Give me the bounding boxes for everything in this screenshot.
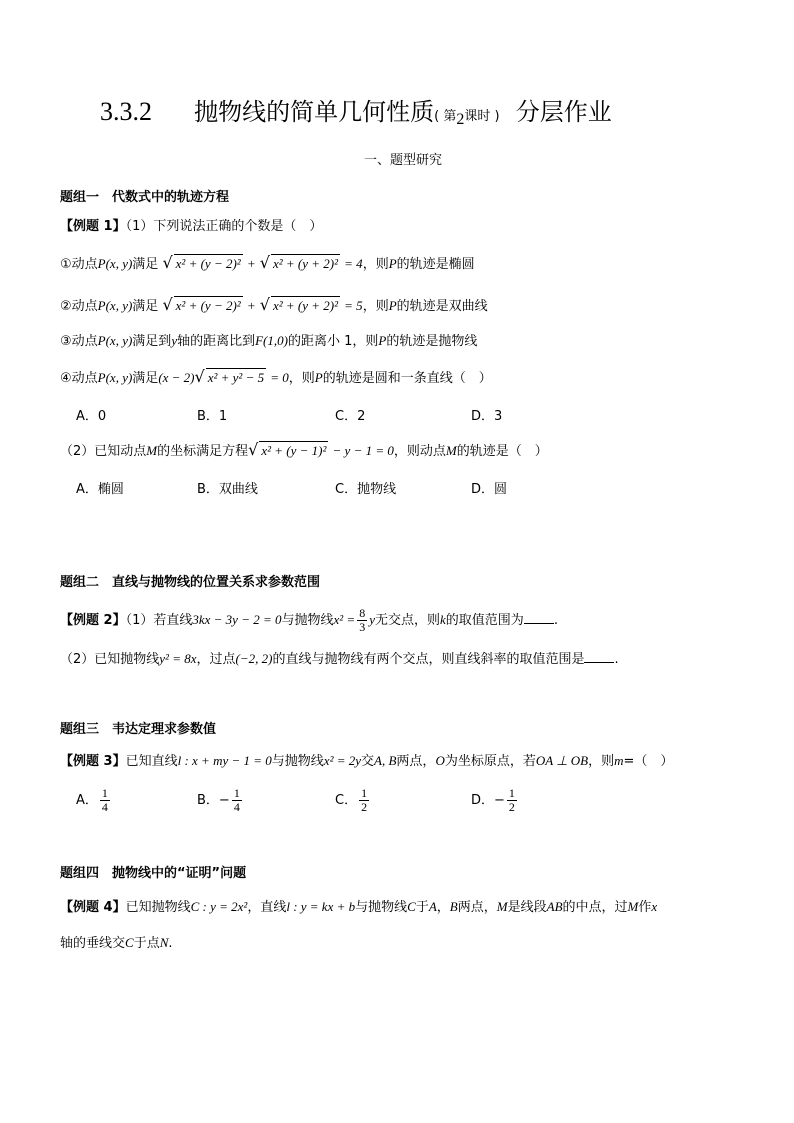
radicand: x² + (y − 1)²: [261, 443, 327, 458]
option-label: B．: [197, 793, 219, 808]
example-4-line-1: [60, 898, 657, 917]
denominator: 3: [359, 620, 366, 634]
math-point: F(1,0): [255, 333, 288, 348]
option-label: C．: [335, 793, 358, 808]
math-eq: y² = 8x: [159, 651, 197, 666]
text: 的直线与抛物线有两个交点，则直线斜率的取值范围是: [272, 652, 585, 667]
text: 是线段: [507, 900, 547, 915]
example-2-part-2: [60, 650, 619, 669]
example-1-part-2: （2）已知动点M的坐标满足方程√ x² + (y − 1)² − y − 1 = 0，则动点M的轨迹是（ ）: [60, 440, 548, 459]
text: 的轨迹是抛物线: [386, 334, 478, 349]
math-var: P: [314, 370, 323, 385]
text: 的轨迹是双曲线: [396, 299, 488, 314]
option-b[interactable]: B．双曲线: [197, 482, 258, 497]
option-c[interactable]: C．2: [335, 409, 366, 424]
text: ，则动点: [393, 444, 446, 459]
text: .: [168, 936, 173, 951]
answer-blank[interactable]: [524, 611, 554, 624]
math-var: B: [449, 899, 458, 914]
denominator: 2: [508, 800, 515, 814]
math-point: P(x, y): [97, 256, 133, 271]
text: 与抛物线: [271, 754, 324, 769]
plus-sign: +: [246, 298, 256, 313]
math-line: l : x + my − 1 = 0: [177, 753, 272, 768]
text: .: [553, 613, 558, 628]
title-lesson-open: ( 第: [434, 109, 457, 124]
math-var: k: [440, 612, 446, 627]
radicand: x² + (y − 2)²: [175, 256, 241, 271]
math-var: m: [614, 753, 624, 768]
text: ③动点: [60, 334, 98, 349]
math-point: (−2, 2): [235, 651, 273, 666]
math-line: 3kx − 3y − 2 = 0: [192, 612, 282, 627]
group-title-4: 题组四 抛物线中的“证明”问题: [60, 866, 247, 881]
option-a[interactable]: [76, 787, 112, 814]
text: ，则: [588, 754, 615, 769]
text: 已知抛物线: [125, 900, 191, 915]
math-expr: OA ⊥ OB: [535, 753, 589, 768]
math-var: y: [171, 333, 178, 348]
math-var: M: [445, 443, 457, 458]
text: ，过点: [196, 652, 236, 667]
statement-3: [60, 332, 477, 351]
text: ，则: [362, 299, 389, 314]
text: 交: [361, 754, 375, 769]
radicand: x² + (y + 2)²: [272, 298, 339, 313]
math-eq: C : y = 2x²: [190, 899, 248, 914]
text: 满足: [132, 299, 159, 314]
math-var: C: [125, 935, 134, 950]
plus-sign: +: [246, 256, 256, 271]
math-var: y: [369, 612, 375, 627]
math-var: AB: [546, 899, 563, 914]
title-lesson-close: 课时 ): [464, 109, 500, 124]
radicand: x² + y² − 5: [207, 370, 265, 385]
example-4-line-2: [60, 934, 173, 953]
option-d[interactable]: D．3: [471, 409, 503, 424]
text: 于点: [133, 936, 160, 951]
answer-blank[interactable]: [584, 650, 614, 663]
text: 于: [415, 900, 429, 915]
text: 为坐标原点，若: [444, 754, 536, 769]
text: ，: [436, 900, 450, 915]
option-c[interactable]: C．抛物线: [335, 482, 397, 497]
math-point: P(x, y): [97, 370, 133, 385]
math-var: P: [388, 298, 397, 313]
text: 的轨迹是（ ）: [456, 444, 548, 459]
math-var: P: [388, 256, 397, 271]
text: ，则: [362, 257, 389, 272]
radicand: x² + (y + 2)²: [272, 256, 339, 271]
numerator: 1: [233, 786, 240, 800]
fraction: [359, 787, 369, 814]
text: （2）已知抛物线: [60, 652, 160, 667]
option-label: D．: [471, 793, 495, 808]
text: 的坐标满足方程: [157, 444, 249, 459]
text: 的取值范围为: [445, 613, 524, 628]
numerator: 1: [101, 786, 108, 800]
text: =（ ）: [623, 754, 674, 769]
math-eq: − y − 1 = 0: [332, 443, 394, 458]
title-suffix: 分层作业: [515, 98, 612, 126]
text: ，则: [288, 371, 315, 386]
text: 满足到: [132, 334, 172, 349]
denominator: 4: [101, 800, 108, 814]
text: 轴的垂线交: [60, 936, 126, 951]
math-var: x: [651, 899, 658, 914]
text: 与抛物线: [281, 613, 334, 628]
text: ①动点: [60, 257, 98, 272]
math-eq: = 4: [344, 256, 363, 271]
math-line: l : y = kx + b: [286, 899, 356, 914]
option-b[interactable]: B．1: [197, 409, 228, 424]
text: 满足: [132, 257, 159, 272]
text: .: [614, 652, 619, 667]
math-var: M: [146, 443, 158, 458]
text: 两点，: [396, 754, 436, 769]
title-lesson-num: 2: [456, 111, 465, 128]
text: ②动点: [60, 299, 98, 314]
title-number: 3.3.2: [100, 97, 152, 126]
text: 与抛物线: [355, 900, 408, 915]
option-label: A．: [76, 793, 98, 808]
example-label: 【例题 1】: [60, 219, 126, 234]
example-2-part-1: [60, 607, 558, 634]
sign: −: [218, 793, 230, 808]
text: 无交点，则: [375, 613, 441, 628]
math-var: O: [435, 753, 445, 768]
fraction: [357, 607, 367, 634]
fraction: [507, 787, 517, 814]
page-title: [100, 92, 612, 126]
text: 的距离小 1，则: [287, 334, 379, 349]
text: 的轨迹是圆和一条直线（ ）: [322, 371, 492, 386]
math-var: M: [627, 899, 639, 914]
option-a[interactable]: A．0: [76, 409, 107, 424]
option-a[interactable]: A．椭圆: [76, 482, 124, 497]
denominator: 2: [361, 800, 368, 814]
math-var: N: [159, 935, 169, 950]
fraction: [100, 787, 110, 814]
math-var: A, B: [374, 753, 397, 768]
text: 已知直线: [125, 754, 178, 769]
example-1-part-1: [60, 218, 322, 236]
section-heading: 一、题型研究: [364, 153, 443, 168]
example-label: 【例题 4】: [60, 900, 126, 915]
radicand: x² + (y − 2)²: [175, 298, 241, 313]
numerator: 8: [359, 606, 366, 620]
text: （2）已知动点: [60, 444, 147, 459]
option-d[interactable]: [471, 787, 519, 814]
group-title-2: 题组二 直线与抛物线的位置关系求参数范围: [60, 575, 321, 590]
text: 的中点，过: [562, 900, 628, 915]
math-eq: = 0: [270, 370, 289, 385]
math-point: P(x, y): [97, 333, 133, 348]
numerator: 1: [361, 786, 368, 800]
example-3: [60, 752, 673, 771]
option-d[interactable]: D．圆: [471, 482, 508, 497]
denominator: 4: [233, 800, 240, 814]
option-b[interactable]: [197, 787, 244, 814]
text: 两点，: [457, 900, 497, 915]
option-c[interactable]: [335, 787, 371, 814]
group-title-3: 题组三 韦达定理求参数值: [60, 722, 217, 737]
math-var: A: [428, 899, 437, 914]
math-var: M: [496, 899, 508, 914]
fraction: [232, 787, 242, 814]
text: 满足: [132, 371, 159, 386]
text: ④动点: [60, 371, 98, 386]
group-title-1: 题组一 代数式中的轨迹方程: [60, 190, 230, 205]
statement-2: ②动点P(x, y)满足 √ x² + (y − 2)² + √ x² + (y + 2)² = 5，则P的轨迹是双曲线: [60, 295, 488, 314]
statement-1: ①动点P(x, y)满足 √ x² + (y − 2)² + √ x² + (y + 2)² = 4，则P的轨迹是椭圆: [60, 253, 475, 272]
text: 的轨迹是椭圆: [396, 257, 475, 272]
numerator: 1: [508, 786, 515, 800]
math-factor: (x − 2): [158, 370, 195, 385]
text: 作: [638, 900, 652, 915]
math-eq: = 5: [344, 298, 363, 313]
math-var: P: [378, 333, 387, 348]
math-point: P(x, y): [97, 298, 133, 313]
question-text: （1）下列说法正确的个数是（ ）: [125, 219, 323, 234]
text: ，直线: [247, 900, 287, 915]
example-label: 【例题 2】: [60, 613, 126, 628]
example-label: 【例题 3】: [60, 754, 126, 769]
math-eq: x² = 2y: [323, 753, 362, 768]
math-lhs: x² =: [333, 612, 356, 627]
text: （1）若直线: [125, 613, 193, 628]
math-var: C: [407, 899, 416, 914]
sign: −: [494, 793, 505, 808]
statement-4: ④动点P(x, y)满足(x − 2)√ x² + y² − 5 = 0，则P的轨迹是圆和一条直线（ ）: [60, 367, 492, 386]
title-text: 抛物线的简单几何性质: [194, 98, 435, 126]
text: 轴的距离比到: [177, 334, 256, 349]
